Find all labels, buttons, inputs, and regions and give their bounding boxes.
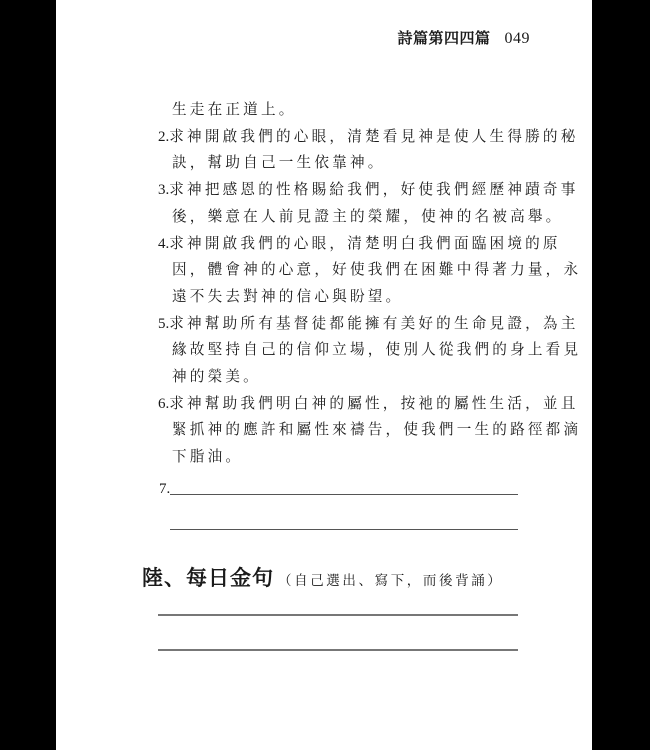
prayer-item-3-line-1: 3.求神把感恩的性格賜給我們，好使我們經歷神蹟奇事	[158, 181, 579, 198]
prayer-item-5-line-3: 神的榮美。	[172, 368, 261, 385]
book-page	[56, 0, 592, 750]
item-1-continuation: 生走在正道上。	[172, 101, 297, 118]
item-number: 4.	[158, 236, 170, 252]
prayer-item-4-line-2: 因，體會神的心意，好使我們在困難中得著力量，永	[172, 261, 582, 278]
prayer-item-4-line-3: 遠不失去對神的信心與盼望。	[172, 288, 404, 305]
prayer-item-6-line-1: 6.求神幫助我們明白神的屬性，按祂的屬性生活，並且	[158, 395, 579, 412]
running-header	[397, 27, 530, 48]
prayer-item-7-blank-line-2	[170, 529, 518, 530]
item-number: 5.	[158, 316, 170, 332]
prayer-item-6-line-2: 緊抓神的應許和屬性來禱告，使我們一生的路徑都滴	[172, 421, 582, 438]
verse-blank-line-2	[158, 649, 518, 651]
prayer-item-7-number: 7.	[159, 481, 171, 497]
section-subtitle: （自己選出、寫下，而後背誦）	[278, 573, 504, 589]
prayer-item-3-line-2: 後，樂意在人前見證主的榮耀，使神的名被高舉。	[172, 208, 564, 225]
prayer-item-2-line-1: 2.求神開啟我們的心眼，清楚看見神是使人生得勝的秘	[158, 128, 579, 145]
chapter-title: 詩篇第四四篇	[397, 29, 491, 47]
section-heading	[142, 562, 503, 592]
prayer-item-5-line-1: 5.求神幫助所有基督徒都能擁有美好的生命見證，為主	[158, 315, 579, 332]
prayer-item-7-blank-line-1	[170, 494, 518, 495]
prayer-item-4-line-1: 4.求神開啟我們的心眼，清楚明白我們面臨困境的原	[158, 235, 561, 252]
prayer-item-5-line-2: 緣故堅持自己的信仰立場，使別人從我們的身上看見	[172, 341, 582, 358]
item-number: 2.	[158, 129, 170, 145]
prayer-item-6-line-3: 下脂油。	[172, 448, 244, 465]
item-number: 6.	[158, 396, 170, 412]
prayer-item-2-line-2: 訣，幫助自己一生依靠神。	[172, 154, 386, 171]
verse-blank-line-1	[158, 614, 518, 616]
page-number: 049	[504, 30, 530, 47]
section-title: 陸、每日金句	[142, 565, 274, 590]
item-number: 3.	[158, 182, 170, 198]
